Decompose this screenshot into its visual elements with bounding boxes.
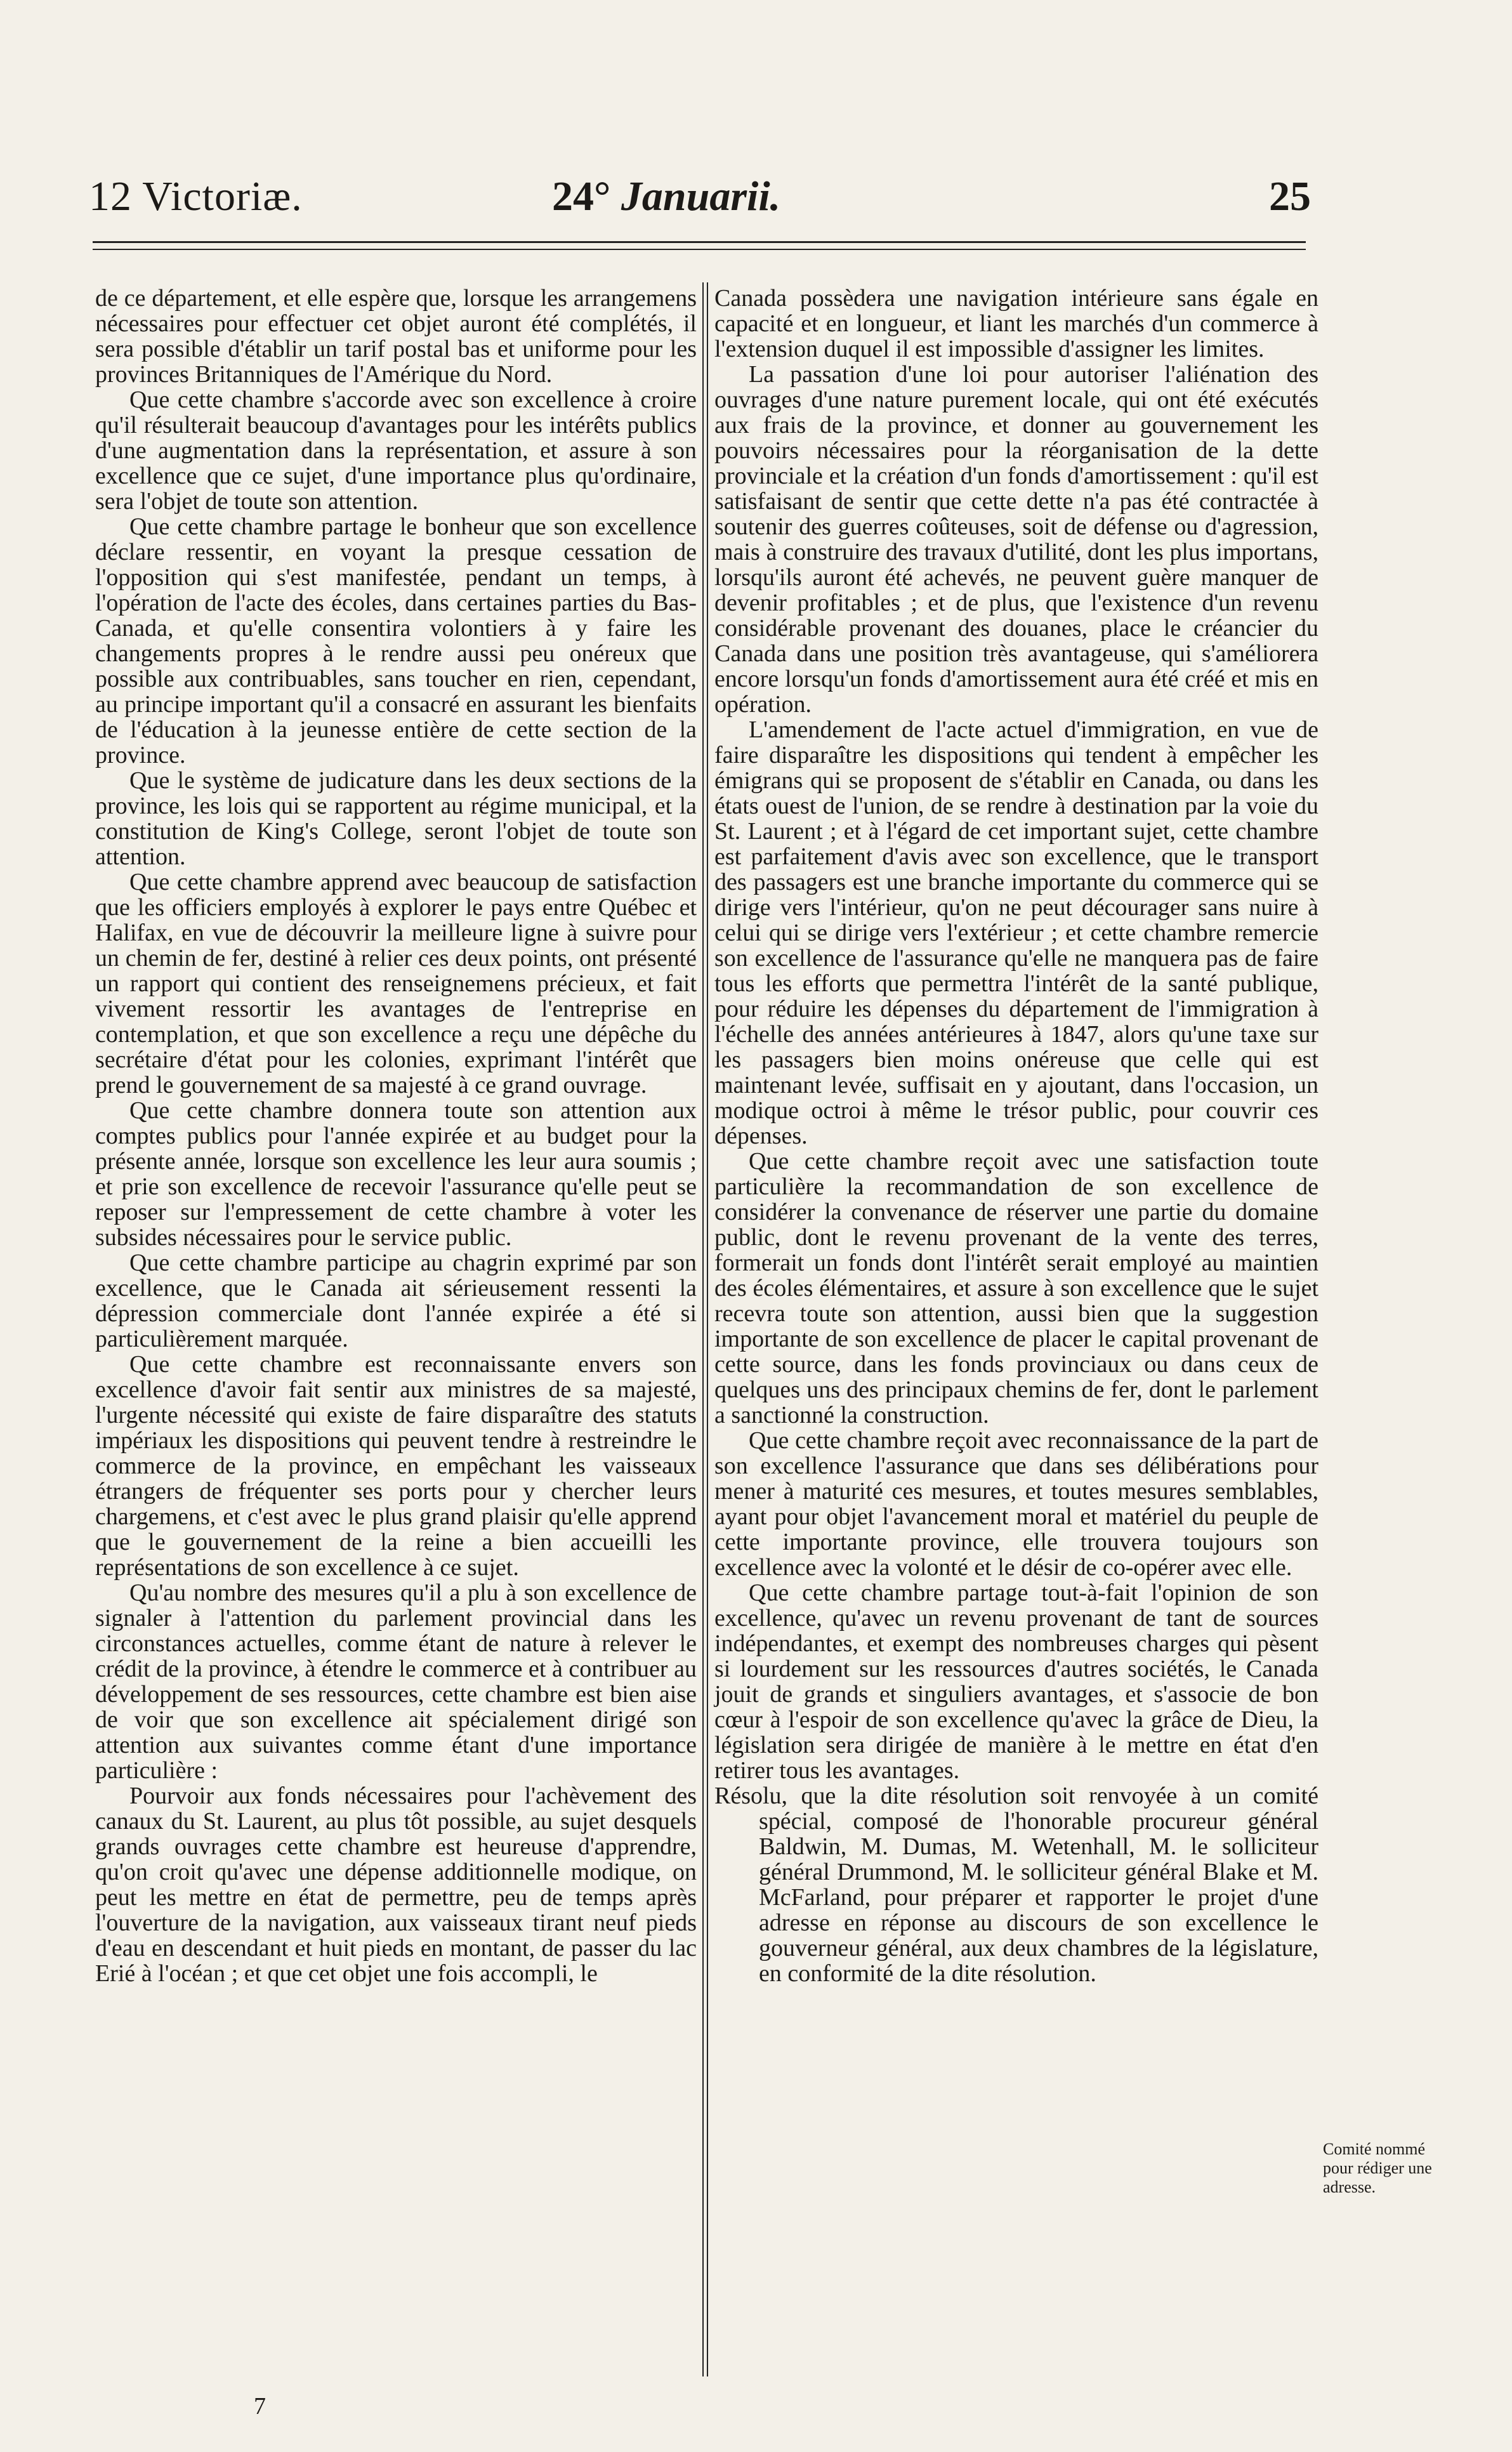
resolution-paragraph <box>714 1783 1318 1986</box>
header-date-month: Januarii. <box>621 173 781 220</box>
signature-mark: 7 <box>254 2393 266 2420</box>
header-date <box>552 173 780 221</box>
paragraph: Canada possèdera une navigation intérieure sans égale en capacité et en longueur, et liant les marchés d'un commerce à l'extension duquel il est impossible d'assigner les limites. <box>714 285 1318 362</box>
paragraph: Que cette chambre apprend avec beaucoup de satisfaction que les officiers employés à explorer le pays entre Québec et Halifax, en vue de découvrir la meilleure ligne à suivre pour un chemin de fer, destiné à relier ces deux points, ont présenté un rapport qui contient des renseignemens précieux, et fait vivement ressortir les avantages de l'entreprise en contemplation, et que son excellence a reçu une dépêche du secrétaire d'état pour les colonies, exprimant l'intérêt que prend le gouvernement de sa majesté à ce grand ouvrage. <box>95 869 697 1098</box>
paragraph: La passation d'une loi pour autoriser l'aliénation des ouvrages d'une nature purement locale, qui ont été exécutés aux frais de la province, et donner au gouvernement les pouvoirs nécessaires pour la réorganisation de la dette provinciale et la création d'un fonds d'amortissement : qu'il est satisfaisant de sentir que cette dette n'a pas été contractée à soutenir des guerres coûteuses, soit de défense ou d'agression, mais à construire des travaux d'utilité, dont les plus importans, lorsqu'ils auront été achevés, ne peuvent guère manquer de devenir profitables ; et de plus, que l'existence d'un revenu considérable provenant des douanes, place le créancier du Canada dans une position très avantageuse, qui s'améliorera encore lorsqu'un fonds d'amortissement aura été créé et mis en opération. <box>714 361 1318 718</box>
header-date-number: 24° <box>552 173 611 220</box>
paragraph: de ce département, et elle espère que, lorsque les arrangemens nécessaires pour effectuer cet objet auront été complétés, il sera possible d'établir un tarif postal bas et uniforme pour les provinces Britanniques de l'Amérique du Nord. <box>95 285 697 388</box>
paragraph: Que cette chambre reçoit avec reconnaissance de la part de son excellence l'assurance que dans ses délibérations pour mener à maturité ces mesures, et toutes mesures semblables, ayant pour objet l'avancement moral et matériel du peuple de cette importante province, elle trouvera toujours son excellence avec la volonté et le désir de co-opérer avec elle. <box>714 1427 1318 1581</box>
left-column <box>95 286 697 1986</box>
resolution-text: Résolu, que la dite résolution soit renvoyée à un comité spécial, composé de l'honorable procureur général Baldwin, M. Dumas, M. Wetenhall, M. le solliciteur général Drummond, M. le solliciteur général Blake et M. McFarland, pour préparer et rapporter le projet d'une adresse en réponse au discours de son excellence le gouverneur général, aux deux chambres de la législature, en conformité de la dite résolution. <box>714 1783 1318 1987</box>
right-column <box>714 286 1318 1986</box>
column-divider <box>702 282 704 2376</box>
paragraph: Pourvoir aux fonds nécessaires pour l'achèvement des canaux du St. Laurent, au plus tôt possible, au sujet desquels grands ouvrages cette chambre est heureuse d'apprendre, qu'on croit qu'avec une dépense additionnelle modique, on peut les mettre en état de permettre, peu de temps après l'ouverture de la navigation, aux vaisseaux tirant neuf pieds d'eau en descendant et huit pieds en montant, de passer du lac Erié à l'océan ; et que cet objet une fois accompli, le <box>95 1783 697 1987</box>
paragraph: L'amendement de l'acte actuel d'immigration, en vue de faire disparaître les dispositions qui tendent à empêcher les émigrans qui se proposent de s'établir en Canada, ou dans les états ouest de l'union, de se rendre à destination par la voie du St. Laurent ; et à l'égard de cet important sujet, cette chambre est parfaitement d'avis avec son excellence, que le transport des passagers est une branche importante du commerce qui se dirige vers l'intérieur, qu'on ne peut décourager sans nuire à celui qui se dirige vers l'extérieur ; et cette chambre remercie son excellence de l'assurance qu'elle ne manquera pas de faire tous les efforts que permettra l'intérêt de la santé publique, pour réduire les dépenses du département de l'immigration à l'échelle des années antérieures à 1847, alors qu'une taxe sur les passagers bien moins onéreuse que celle qui est maintenant levée, suffisait en y ajoutant, dans l'occasion, un modique octroi à même le trésor public, pour couvrir ces dépenses. <box>714 716 1318 1149</box>
paragraph: Que cette chambre s'accorde avec son excellence à croire qu'il résulterait beaucoup d'avantages pour les intérêts publics d'une augmentation dans la représentation, et assure à son excellence que ce sujet, d'une importance plus qu'ordinaire, sera l'objet de toute son attention. <box>95 386 697 515</box>
page-number: 25 <box>1269 173 1311 220</box>
paragraph: Que cette chambre participe au chagrin exprimé par son excellence, que le Canada ait sérieusement ressenti la dépression commerciale dont l'année expirée a été si particulièrement marquée. <box>95 1249 697 1352</box>
margin-note: Comité nommé pour rédiger une adresse. <box>1323 2140 1432 2196</box>
header-regnal-year: 12 Victoriæ. <box>89 173 303 220</box>
paragraph: Qu'au nombre des mesures qu'il a plu à son excellence de signaler à l'attention du parlement provincial dans les circonstances actuelles, comme étant de nature à relever le crédit de la province, à étendre le commerce et à contribuer au développement de ses ressources, cette chambre est bien aise de voir que son excellence ait spécialement dirigé son attention aux suivantes comme étant d'une importance particulière : <box>95 1579 697 1784</box>
paragraph: Que cette chambre reçoit avec une satisfaction toute particulière la recommandation de son excellence de considérer la convenance de réserver une partie du domaine public, dont le revenu provenant de la vente des terres, formerait un fonds dont l'intérêt serait employé au maintien des écoles élémentaires, et assure à son excellence que le sujet recevra toute son attention, aussi bien que la suggestion importante de son excellence de placer le capital provenant de cette source, dans les fonds provinciaux ou dans ceux de quelques uns des principaux chemins de fer, dont le parlement a sanctionné la construction. <box>714 1148 1318 1428</box>
paragraph: Que cette chambre partage tout-à-fait l'opinion de son excellence, qu'avec un revenu provenant de tant de sources indépendantes, et exempt des nombreuses charges qui pèsent si lourdement sur les ressources d'autres sociétés, le Canada jouit de grands et singuliers avantages, et s'associe de bon cœur à l'espoir de son excellence qu'avec la grâce de Dieu, la législation sera dirigée de manière à le mettre en état d'en retirer tous les avantages. <box>714 1579 1318 1784</box>
page-header <box>0 173 1512 230</box>
paragraph: Que cette chambre donnera toute son attention aux comptes publics pour l'année expirée et au budget pour la présente année, lorsque son excellence les leur aura soumis ; et prie son excellence de recevoir l'assurance qu'elle peut se reposer sur l'empressement de cette chambre à voter les subsides nécessaires pour le service public. <box>95 1097 697 1251</box>
column-divider-secondary <box>707 282 708 2376</box>
paragraph: Que le système de judicature dans les deux sections de la province, les lois qui se rapportent au régime municipal, et la constitution de King's College, seront l'objet de toute son attention. <box>95 767 697 870</box>
paragraph: Que cette chambre est reconnaissante envers son excellence d'avoir fait sentir aux ministres de sa majesté, l'urgente nécessité qui existe de faire disparaître des statuts impériaux les dispositions qui peuvent tendre à restreindre le commerce de la province, en empêchant les vaisseaux étrangers de fréquenter ses ports pour y chercher leurs chargemens, et c'est avec le plus grand plaisir qu'elle apprend que le gouvernement de la reine a bien accueilli les représentations de son excellence à ce sujet. <box>95 1351 697 1581</box>
header-rule <box>93 241 1306 243</box>
paragraph: Que cette chambre partage le bonheur que son excellence déclare ressentir, en voyant la presque cessation de l'opposition qui s'est manifestée, pendant un temps, à l'opération de l'acte des écoles, dans certaines parties du Bas-Canada, et qu'elle consentira volontiers à y faire les changements propres à le rendre aussi peu onéreux que possible aux contribuables, sans toucher en rien, cependant, au principe important qu'il a consacré en assurant les bienfaits de l'éducation à la jeunesse entière de cette section de la province. <box>95 513 697 768</box>
header-rule-secondary <box>93 249 1306 250</box>
